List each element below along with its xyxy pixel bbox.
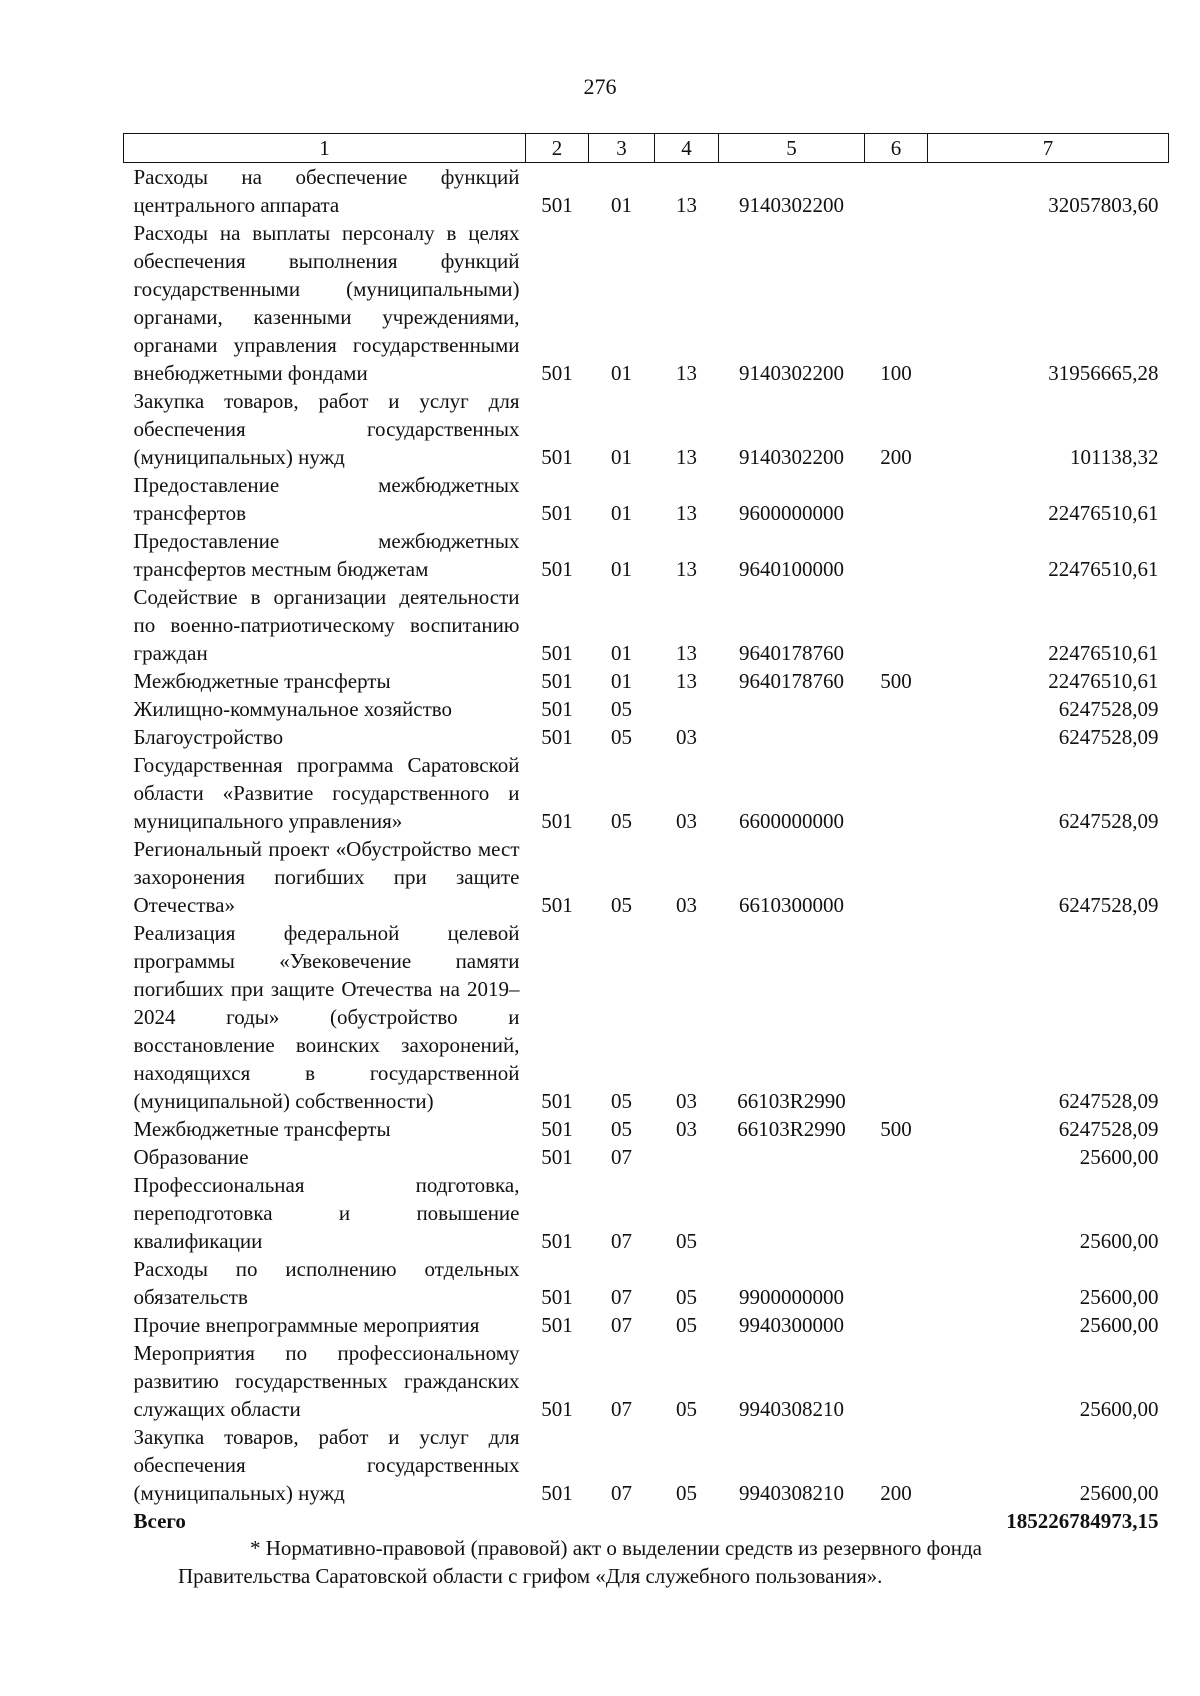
column-header-2: 2 <box>526 134 589 163</box>
row-code-3: 07 <box>611 1145 632 1169</box>
table-row <box>124 919 1169 1115</box>
row-code-6 <box>865 583 928 667</box>
table-row <box>124 723 1169 751</box>
row-name: Расходы по исполнению отдельных обязательств <box>133 1257 520 1309</box>
row-code-3: 05 <box>611 725 632 749</box>
row-code-6 <box>865 1311 928 1339</box>
row-code-2: 501 <box>541 1397 573 1421</box>
row-code-6 <box>865 723 928 751</box>
column-header-7: 7 <box>928 134 1169 163</box>
row-name: Образование <box>133 1145 249 1169</box>
row-amount: 25600,00 <box>1079 1397 1159 1421</box>
row-name: Мероприятия по профессиональному развитию государственных гражданских служащих области <box>133 1341 520 1421</box>
row-code-4: 03 <box>676 1117 697 1141</box>
table-row <box>124 219 1169 387</box>
row-name: Жилищно-коммунальное хозяйство <box>133 697 453 721</box>
row-code-4: 13 <box>676 193 697 217</box>
table-row <box>124 527 1169 583</box>
row-code-6 <box>865 751 928 835</box>
row-amount: 101138,32 <box>1070 445 1159 469</box>
row-code-5: 9940300000 <box>739 1313 844 1337</box>
row-code-4: 13 <box>676 669 697 693</box>
row-code-6 <box>865 527 928 583</box>
row-amount: 25600,00 <box>1079 1229 1159 1253</box>
row-name: Государственная программа Саратовской области «Развитие государственного и муниципального управления» <box>133 753 520 833</box>
column-header-6: 6 <box>865 134 928 163</box>
table-row <box>124 1115 1169 1143</box>
row-code-3: 07 <box>611 1229 632 1253</box>
row-code-4 <box>655 695 719 723</box>
row-code-3: 05 <box>611 697 632 721</box>
row-code-6: 200 <box>880 1481 912 1505</box>
row-code-5: 9140302200 <box>739 445 844 469</box>
budget-table <box>123 133 1169 1535</box>
row-code-6: 500 <box>880 669 912 693</box>
row-amount: 31956665,28 <box>1048 361 1159 385</box>
row-code-4: 05 <box>676 1229 697 1253</box>
row-code-2: 501 <box>541 641 573 665</box>
row-code-2: 501 <box>541 501 573 525</box>
row-code-5: 9600000000 <box>739 501 844 525</box>
row-code-5: 6610300000 <box>739 893 844 917</box>
row-code-5: 9640178760 <box>739 669 844 693</box>
table-row <box>124 1311 1169 1339</box>
row-name: Межбюджетные трансферты <box>133 669 391 693</box>
total-value: 185226784973,15 <box>1006 1509 1159 1533</box>
total-row <box>124 1507 1169 1535</box>
row-code-5: 9940308210 <box>739 1397 844 1421</box>
row-code-5: 66103R2990 <box>737 1089 846 1113</box>
row-code-2: 501 <box>541 1089 573 1113</box>
row-code-2: 501 <box>541 557 573 581</box>
row-code-6 <box>865 1255 928 1311</box>
table-row <box>124 751 1169 835</box>
row-code-2: 501 <box>541 193 573 217</box>
row-name: Закупка товаров, работ и услуг для обеспечения государственных (муниципальных) нужд <box>133 1425 520 1505</box>
row-code-2: 501 <box>541 361 573 385</box>
row-name: Прочие внепрограммные мероприятия <box>133 1313 480 1337</box>
total-label: Всего <box>133 1509 186 1533</box>
row-name: Межбюджетные трансферты <box>133 1117 391 1141</box>
row-code-4: 03 <box>676 893 697 917</box>
row-name: Благоустройство <box>133 725 284 749</box>
row-code-3: 01 <box>611 193 632 217</box>
table-row <box>124 1339 1169 1423</box>
row-code-3: 01 <box>611 361 632 385</box>
table-row <box>124 695 1169 723</box>
row-code-6 <box>865 1143 928 1171</box>
row-code-2: 501 <box>541 725 573 749</box>
row-code-6: 500 <box>880 1117 912 1141</box>
column-header-5: 5 <box>719 134 865 163</box>
row-code-6 <box>865 1339 928 1423</box>
row-code-3: 07 <box>611 1481 632 1505</box>
row-code-2: 501 <box>541 697 573 721</box>
row-code-5: 9140302200 <box>739 361 844 385</box>
row-code-5: 66103R2990 <box>737 1117 846 1141</box>
row-amount: 6247528,09 <box>1058 1089 1159 1113</box>
row-code-3: 01 <box>611 557 632 581</box>
row-amount: 25600,00 <box>1079 1481 1159 1505</box>
row-code-6 <box>865 471 928 527</box>
row-code-2: 501 <box>541 1117 573 1141</box>
row-code-3: 01 <box>611 501 632 525</box>
row-code-6 <box>865 163 928 220</box>
row-amount: 6247528,09 <box>1058 809 1159 833</box>
row-amount: 25600,00 <box>1079 1145 1159 1169</box>
row-code-3: 01 <box>611 445 632 469</box>
row-code-2: 501 <box>541 893 573 917</box>
row-code-5 <box>719 723 865 751</box>
row-code-5 <box>719 1143 865 1171</box>
table-row <box>124 583 1169 667</box>
footnote-line-1: * Нормативно-правовой (правовой) акт о выделении средств из резервного фонда <box>250 1536 983 1560</box>
row-amount: 6247528,09 <box>1058 1117 1159 1141</box>
row-code-2: 501 <box>541 1229 573 1253</box>
row-code-4: 03 <box>676 1089 697 1113</box>
table-row <box>124 1143 1169 1171</box>
table-body <box>124 163 1169 1508</box>
row-code-4: 13 <box>676 501 697 525</box>
row-code-3: 07 <box>611 1313 632 1337</box>
row-code-3: 05 <box>611 1117 632 1141</box>
row-code-5: 9940308210 <box>739 1481 844 1505</box>
row-name: Расходы на обеспечение функций центрального аппарата <box>133 165 520 217</box>
column-header-3: 3 <box>589 134 655 163</box>
row-name: Расходы на выплаты персоналу в целях обеспечения выполнения функций государственными (муниципальными) органами, казенными учреждениями, органами управления государственными внебюджетными фондами <box>133 221 520 385</box>
row-code-4: 05 <box>676 1397 697 1421</box>
row-code-4: 03 <box>676 809 697 833</box>
row-name: Предоставление межбюджетных трансфертов <box>133 473 520 525</box>
row-code-5: 9640178760 <box>739 641 844 665</box>
row-code-4: 13 <box>676 361 697 385</box>
row-code-5: 9640100000 <box>739 557 844 581</box>
row-code-2: 501 <box>541 1481 573 1505</box>
row-code-4: 13 <box>676 641 697 665</box>
row-code-5: 9900000000 <box>739 1285 844 1309</box>
row-code-2: 501 <box>541 809 573 833</box>
table-row <box>124 1423 1169 1507</box>
table-row <box>124 1255 1169 1311</box>
row-code-4: 13 <box>676 445 697 469</box>
row-amount: 25600,00 <box>1079 1313 1159 1337</box>
row-code-6 <box>865 695 928 723</box>
row-code-2: 501 <box>541 1285 573 1309</box>
footnote <box>178 1534 1138 1590</box>
row-code-3: 05 <box>611 809 632 833</box>
row-amount: 22476510,61 <box>1048 501 1159 525</box>
row-amount: 6247528,09 <box>1058 725 1159 749</box>
row-code-2: 501 <box>541 1145 573 1169</box>
row-code-4: 05 <box>676 1313 697 1337</box>
row-code-2: 501 <box>541 445 573 469</box>
column-header-4: 4 <box>655 134 719 163</box>
row-code-3: 05 <box>611 893 632 917</box>
row-code-6: 200 <box>880 445 912 469</box>
row-code-4: 13 <box>676 557 697 581</box>
table-row <box>124 1171 1169 1255</box>
row-code-5 <box>719 695 865 723</box>
column-header-1: 1 <box>124 134 526 163</box>
row-code-3: 05 <box>611 1089 632 1113</box>
row-amount: 22476510,61 <box>1048 557 1159 581</box>
row-code-2: 501 <box>541 669 573 693</box>
row-code-3: 01 <box>611 669 632 693</box>
row-code-4: 05 <box>676 1285 697 1309</box>
row-code-2: 501 <box>541 1313 573 1337</box>
row-name: Предоставление межбюджетных трансфертов местным бюджетам <box>133 529 520 581</box>
row-amount: 25600,00 <box>1079 1285 1159 1309</box>
row-name: Закупка товаров, работ и услуг для обеспечения государственных (муниципальных) нужд <box>133 389 520 469</box>
table-header-row <box>124 134 1169 163</box>
row-name: Реализация федеральной целевой программы «Увековечение памяти погибших при защите Отечества на 2019–2024 годы» (обустройство и восстановление воинских захоронений, находящихся в государственной (муниципальной) собственности) <box>133 921 520 1113</box>
row-name: Содействие в организации деятельности по военно-патриотическому воспитанию граждан <box>133 585 520 665</box>
row-code-6 <box>865 835 928 919</box>
table-row <box>124 387 1169 471</box>
row-code-5: 6600000000 <box>739 809 844 833</box>
table-row <box>124 471 1169 527</box>
row-amount: 22476510,61 <box>1048 669 1159 693</box>
table-row <box>124 667 1169 695</box>
page-number: 276 <box>583 74 617 99</box>
row-code-5: 9140302200 <box>739 193 844 217</box>
row-name: Профессиональная подготовка, переподготовка и повышение квалификации <box>133 1173 520 1253</box>
row-code-4 <box>655 1143 719 1171</box>
row-code-5 <box>719 1171 865 1255</box>
row-amount: 32057803,60 <box>1048 193 1159 217</box>
footnote-line-2: Правительства Саратовской области с грифом «Для служебного пользования». <box>178 1564 883 1588</box>
table-row <box>124 835 1169 919</box>
row-code-6: 100 <box>880 361 912 385</box>
row-amount: 6247528,09 <box>1058 893 1159 917</box>
row-code-6 <box>865 919 928 1115</box>
row-code-3: 07 <box>611 1285 632 1309</box>
row-amount: 6247528,09 <box>1058 697 1159 721</box>
row-amount: 22476510,61 <box>1048 641 1159 665</box>
row-code-4: 03 <box>676 725 697 749</box>
row-name: Региональный проект «Обустройство мест захоронения погибших при защите Отечества» <box>133 837 520 917</box>
row-code-6 <box>865 1171 928 1255</box>
table-row <box>124 163 1169 220</box>
row-code-3: 07 <box>611 1397 632 1421</box>
row-code-3: 01 <box>611 641 632 665</box>
row-code-4: 05 <box>676 1481 697 1505</box>
